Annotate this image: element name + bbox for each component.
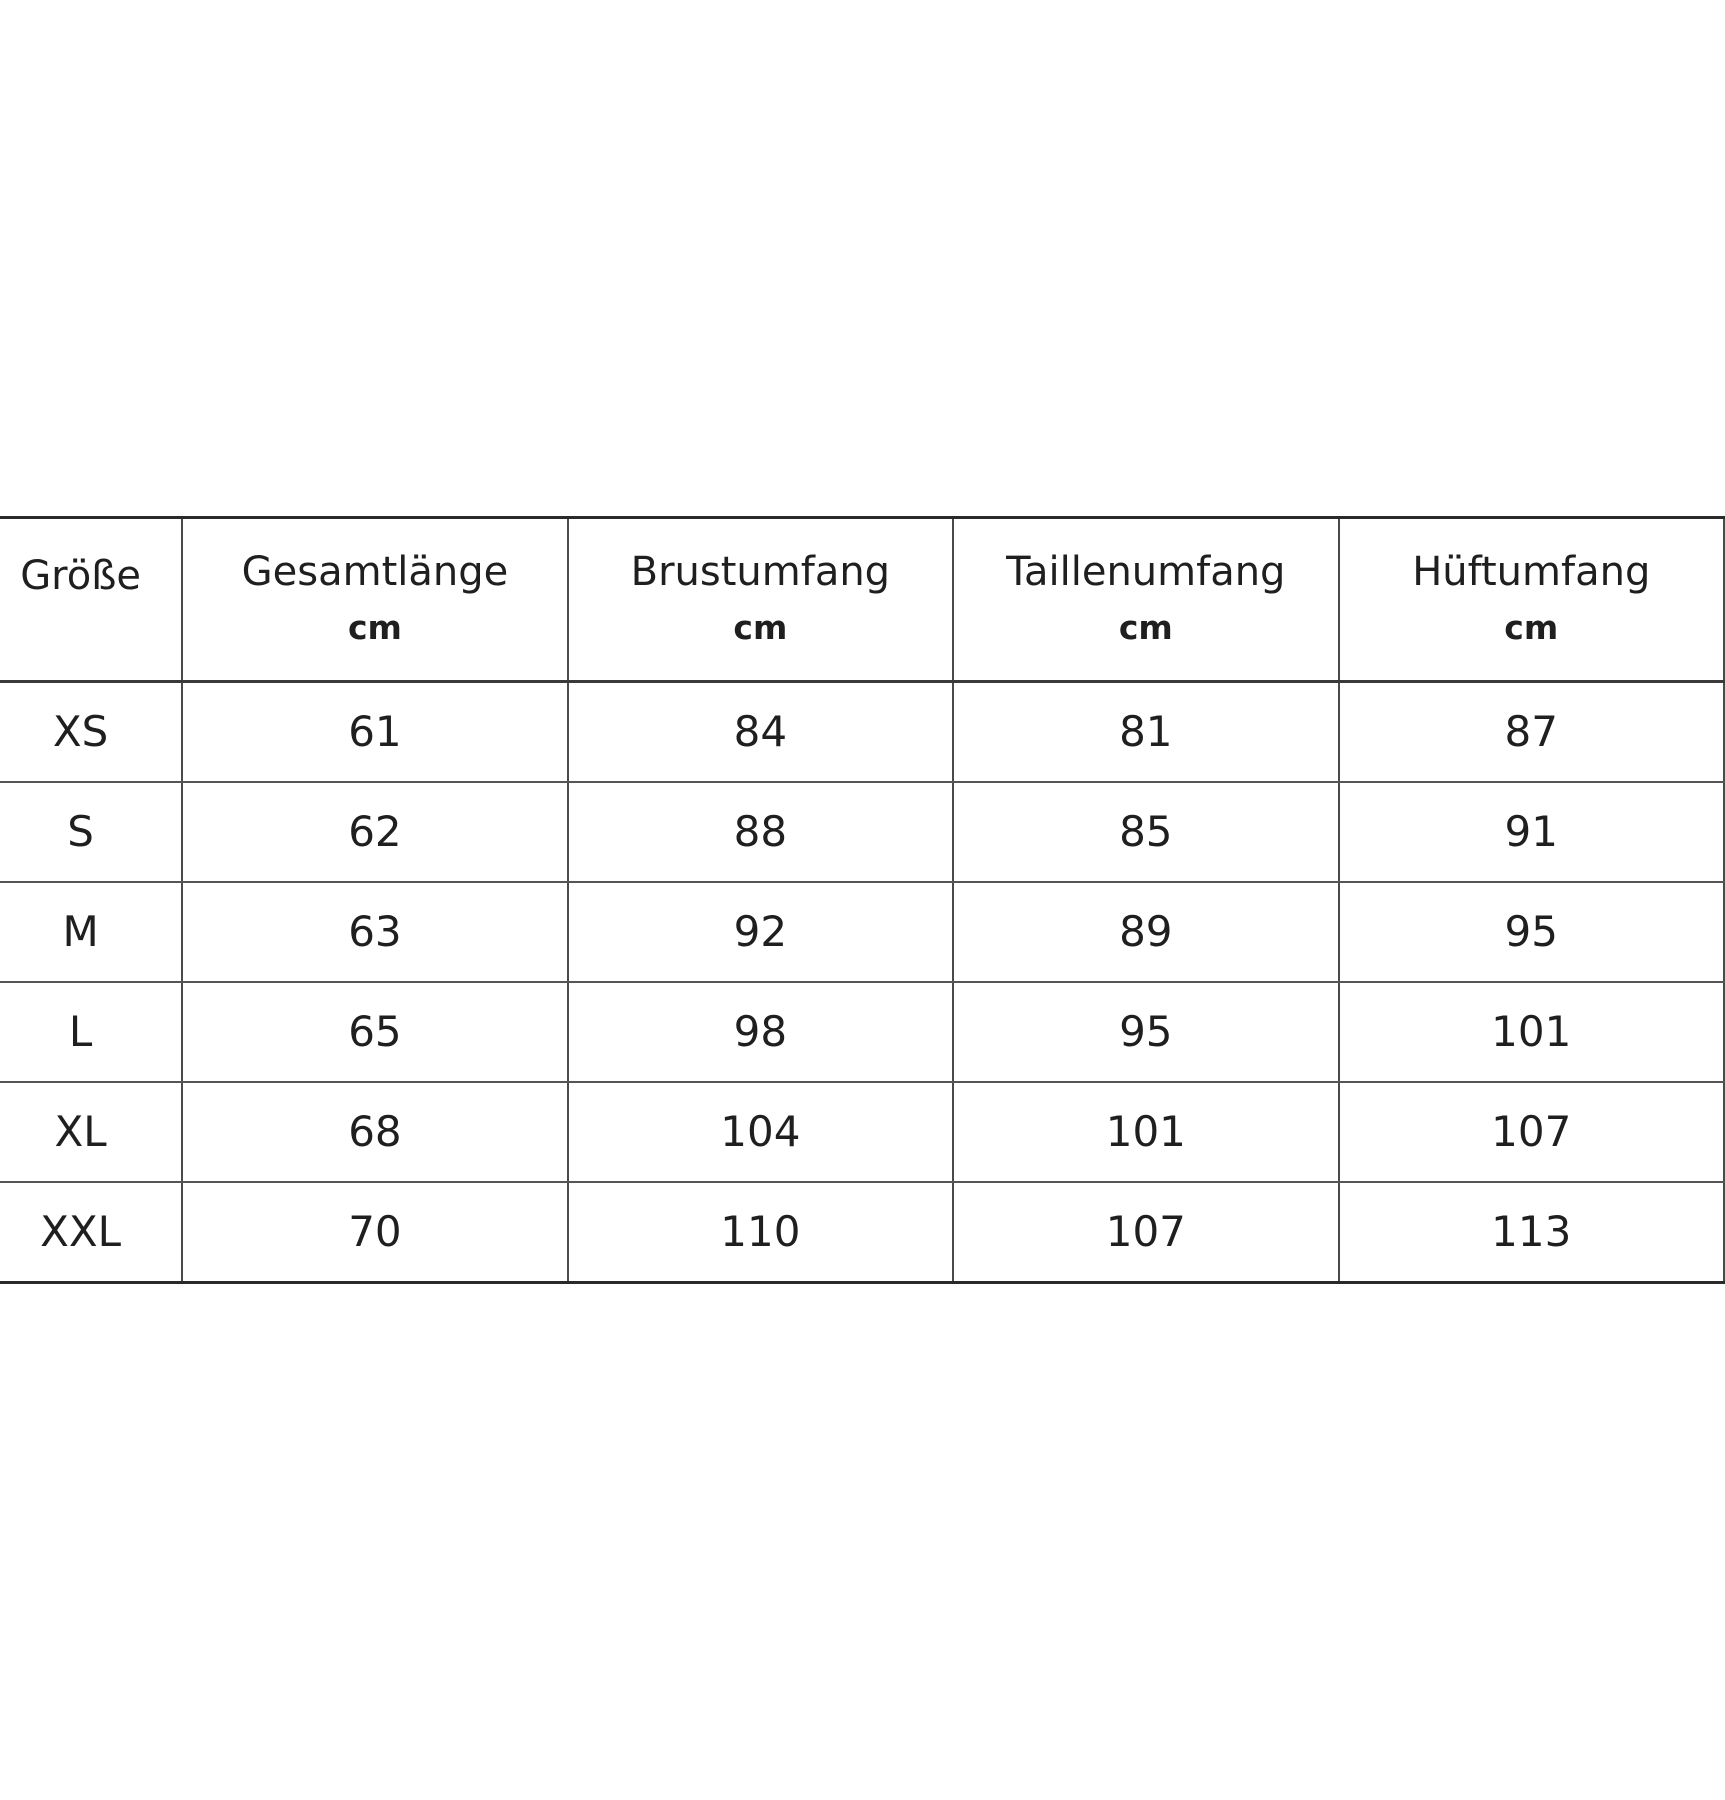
- table-row: [0, 682, 1724, 783]
- total-length-cell: 62: [182, 782, 567, 882]
- size-cell: XXL: [0, 1182, 182, 1283]
- header-waist: [953, 518, 1338, 682]
- header-total-length-label: Gesamtlänge: [241, 548, 509, 595]
- chest-cell: 98: [568, 982, 953, 1082]
- total-length-cell: 63: [182, 882, 567, 982]
- hip-cell: 91: [1339, 782, 1724, 882]
- header-hip-label: Hüftumfang: [1412, 548, 1651, 595]
- header-waist-label: Taillenumfang: [1006, 548, 1286, 595]
- hip-cell: 113: [1339, 1182, 1724, 1283]
- table-row: [0, 782, 1724, 882]
- hip-cell: 101: [1339, 982, 1724, 1082]
- chest-cell: 84: [568, 682, 953, 783]
- total-length-cell: 70: [182, 1182, 567, 1283]
- waist-cell: 81: [953, 682, 1338, 783]
- hip-cell: 87: [1339, 682, 1724, 783]
- size-cell: M: [0, 882, 182, 982]
- table-row: [0, 982, 1724, 1082]
- header-size-label: Größe: [20, 552, 142, 599]
- header-total-length-unit: cm: [347, 607, 402, 647]
- hip-cell: 95: [1339, 882, 1724, 982]
- size-chart-table: [0, 516, 1725, 1284]
- size-cell: XL: [0, 1082, 182, 1182]
- header-chest: [568, 518, 953, 682]
- waist-cell: 85: [953, 782, 1338, 882]
- waist-cell: 107: [953, 1182, 1338, 1283]
- size-cell: L: [0, 982, 182, 1082]
- table-row: [0, 1082, 1724, 1182]
- total-length-cell: 61: [182, 682, 567, 783]
- waist-cell: 95: [953, 982, 1338, 1082]
- waist-cell: 101: [953, 1082, 1338, 1182]
- header-total-length: [182, 518, 567, 682]
- hip-cell: 107: [1339, 1082, 1724, 1182]
- header-chest-unit: cm: [733, 607, 788, 647]
- header-size: [0, 518, 182, 682]
- header-chest-label: Brustumfang: [630, 548, 891, 595]
- table-row: [0, 882, 1724, 982]
- chest-cell: 110: [568, 1182, 953, 1283]
- table-row: [0, 1182, 1724, 1283]
- waist-cell: 89: [953, 882, 1338, 982]
- total-length-cell: 68: [182, 1082, 567, 1182]
- header-hip-unit: cm: [1504, 607, 1559, 647]
- header-hip: [1339, 518, 1724, 682]
- header-row: [0, 518, 1724, 682]
- chest-cell: 104: [568, 1082, 953, 1182]
- chest-cell: 92: [568, 882, 953, 982]
- header-waist-unit: cm: [1118, 607, 1173, 647]
- total-length-cell: 65: [182, 982, 567, 1082]
- chest-cell: 88: [568, 782, 953, 882]
- size-cell: XS: [0, 682, 182, 783]
- size-cell: S: [0, 782, 182, 882]
